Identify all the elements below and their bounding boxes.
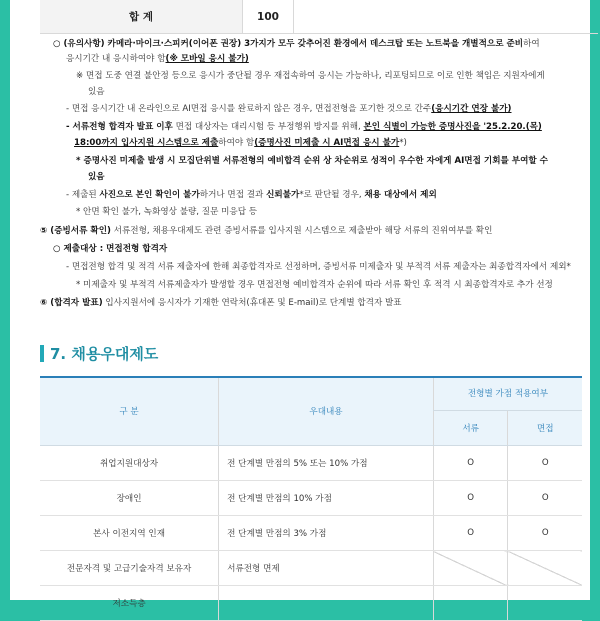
total-label: 합 계 [40,0,243,34]
row-content: 전 단계별 만점의 3% 가점 [219,516,434,551]
row-interview [508,551,582,586]
note-submit-target: ○ 제출대상 : 면접전형 합격자 [53,244,168,254]
table-row [40,586,582,621]
score-total-table [40,0,598,34]
section-title: 7. 채용우대제도 [50,344,159,363]
section-heading [40,342,158,364]
section-bar [40,345,44,362]
total-value: 100 [243,0,294,34]
document-page [10,0,590,609]
row-content: 서류전형 면제 [219,551,434,586]
table-row [40,551,582,586]
table-row [40,446,582,481]
note-caution-line1: ○ (유의사항) 카메라·마이크·스피커(이어폰 권장) 3가지가 모두 갖추어진 환경에서 데스크탑 또는 노트북을 개별적으로 준비하여 [53,39,540,49]
note-final-selection: - 면접전형 합격 및 적격 서류 제출자에 한해 최종합격자로 선정하며, 증빙서류 미제출자 및 부적격 서류 제출자는 최종합격자에서 제외* [66,262,571,272]
note-reconnect-line2: 있음 [88,87,105,97]
header-category: 구 분 [40,376,219,446]
row-category: 취업지원대상자 [40,446,219,481]
note-final-selection-sub: * 미제출자 및 부적격 서류제출자가 발생할 경우 면접전형 예비합격자 순위에 따라 서류 확인 후 적격 시 최종합격자로 추가 선정 [76,280,553,290]
table-row [40,481,582,516]
row-interview: O [508,446,582,481]
note-reconnect-line1: ※ 면접 도중 연결 불안정 등으로 응시가 중단될 경우 재접속하여 응시는 가능하나, 리포팅되므로 이로 인한 책임은 지원자에게 [76,71,545,81]
row-interview: O [508,516,582,551]
row-category: 장애인 [40,481,219,516]
row-category: 저소득층 [40,586,219,621]
row-content: 전 단계별 만점의 10% 가점 [219,481,434,516]
row-doc: O [433,481,508,516]
note-photo-sub-line1: * 증명사진 미제출 발생 시 모집단위별 서류전형의 예비합격 순위 상 차순위로 성적이 우수한 자에게 AI면접 기회를 부여할 수 [76,156,548,166]
table-row [40,516,582,551]
note-exclusion: - 제출된 사진으로 본인 확인이 불가하거나 면접 결과 신뢰불가*로 판단될 경우, 채용 대상에서 제외 [66,190,437,200]
row-category: 본사 이전지역 인재 [40,516,219,551]
row-doc: O [433,516,508,551]
row-doc: O [433,446,508,481]
row-content [219,586,434,621]
total-blank [294,0,599,34]
note-caution-line2: 응시기간 내 응시하여야 함(※ 모바일 응시 불가) [66,54,249,64]
table-top-rule [40,376,582,378]
note-announcement: ⑥ (합격자 발표) 입사지원서에 응시자가 기재한 연락처(휴대폰 및 E-mail)로 단계별 합격자 발표 [40,298,402,308]
row-doc [433,551,508,586]
row-interview [508,586,582,621]
note-photo-line2: 18:00까지 입사지원 시스템으로 제출하여야 함(증명사진 미제출 시 AI면접 응시 불가*) [74,138,407,148]
row-interview: O [508,481,582,516]
note-photo-line1: - 서류전형 합격자 발표 이후 면접 대상자는 대리시험 등 부정행위 방지를 위해, 본인 식별이 가능한 증명사진을 '25.2.20.(목) [66,122,542,132]
note-document-check: ⑤ (증빙서류 확인) 서류전형, 채용우대제도 관련 증빙서류를 입사지원 시스템으로 제출받아 해당 서류의 진위여부를 확인 [40,226,493,236]
note-deadline: - 면접 응시기간 내 온라인으로 AI면접 응시를 완료하지 않은 경우, 면접전형을 포기한 것으로 간주(응시기간 연장 불가) [66,104,512,114]
row-content: 전 단계별 만점의 5% 또는 10% 가점 [219,446,434,481]
row-category: 전문자격 및 고급기술자격 보유자 [40,551,219,586]
header-applies: 전형별 가점 적용여부 [433,376,582,411]
preference-table [40,376,582,621]
header-doc: 서류 [433,411,508,446]
row-doc [433,586,508,621]
header-interview: 면접 [508,411,582,446]
note-exclusion-sub: * 안면 확인 불가, 녹화영상 불량, 질문 미응답 등 [76,207,258,217]
note-photo-sub-line2: 있음 [88,172,105,182]
header-content: 우대내용 [219,376,434,446]
